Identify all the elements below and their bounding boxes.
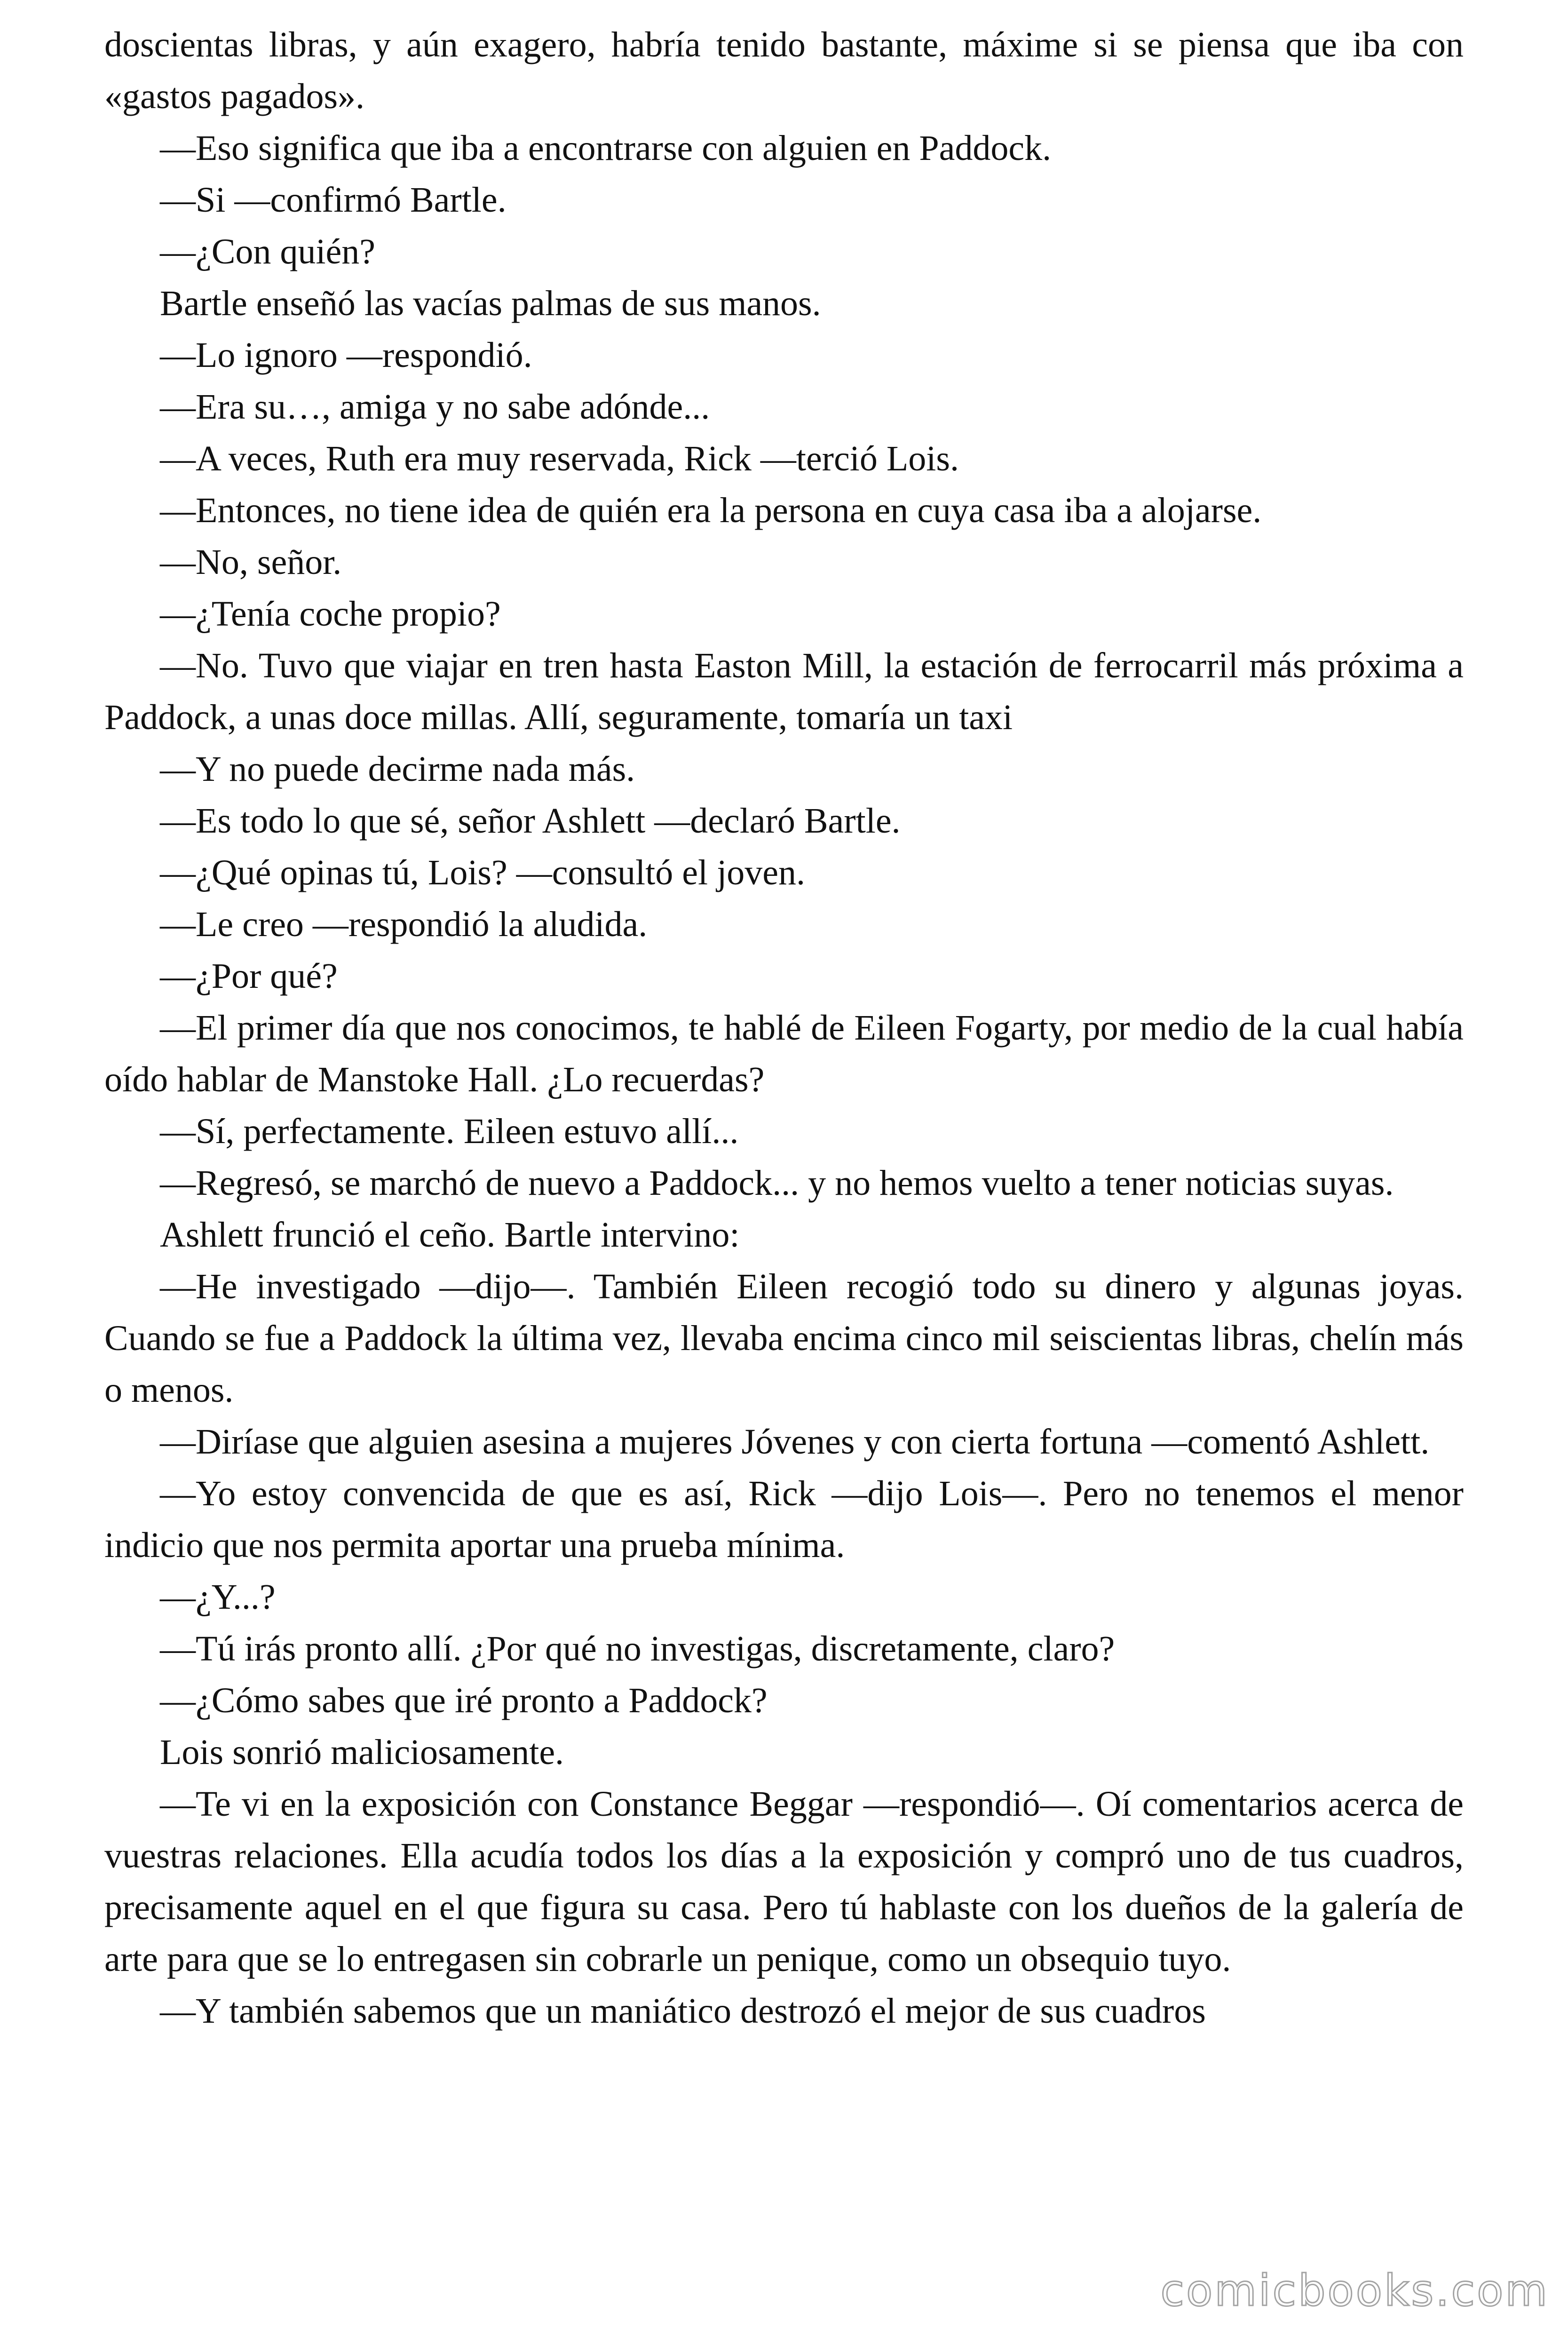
- paragraph: —Es todo lo que sé, señor Ashlett —declaró Bartle.: [160, 801, 901, 841]
- paragraph: —A veces, Ruth era muy reservada, Rick —terció Lois.: [160, 439, 959, 478]
- watermark: comicbooks.com: [1160, 2265, 1549, 2316]
- paragraph: —¿Cómo sabes que iré pronto a Paddock?: [160, 1681, 768, 1720]
- paragraph: —Eso significa que iba a encontrarse con alguien en Paddock.: [160, 128, 1052, 168]
- paragraph: —Te vi en la exposición con Constance Beggar —respondió—. Oí comentarios acerca de vuestras relaciones. Ella acudía todos los días a la exposición y compró uno de tus cuadros, precisamente aquel en el que figura su casa. Pero tú hablaste con los dueños de la galería de arte para que se lo entregasen sin cobrarle un penique, como un obsequio tuyo.: [104, 1784, 1464, 1979]
- paragraph: Lois sonrió maliciosamente.: [160, 1732, 564, 1772]
- paragraph: —¿Con quién?: [160, 232, 376, 271]
- book-page: [104, 19, 1464, 2324]
- paragraph: —Le creo —respondió la aludida.: [160, 905, 648, 944]
- paragraph: Bartle enseñó las vacías palmas de sus manos.: [160, 284, 821, 323]
- paragraph: —¿Tenía coche propio?: [160, 594, 501, 634]
- paragraph: —Sí, perfectamente. Eileen estuvo allí...: [160, 1112, 739, 1151]
- paragraph: —Lo ignoro —respondió.: [160, 335, 532, 375]
- paragraph: —Y también sabemos que un maniático destrozó el mejor de sus cuadros: [160, 1991, 1206, 2031]
- paragraph: —He investigado —dijo—. También Eileen recogió todo su dinero y algunas joyas. Cuando se fue a Paddock la última vez, llevaba encima cinco mil seiscientas libras, chelín más o menos.: [104, 1267, 1464, 1410]
- paragraph: —Y no puede decirme nada más.: [160, 749, 635, 789]
- paragraph: —Si —confirmó Bartle.: [160, 180, 507, 220]
- paragraph: —Diríase que alguien asesina a mujeres Jóvenes y con cierta fortuna —comentó Ashlett.: [160, 1422, 1430, 1462]
- paragraph: Ashlett frunció el ceño. Bartle intervino:: [160, 1215, 740, 1255]
- paragraph: —No, señor.: [160, 542, 342, 582]
- paragraph: —Era su…, amiga y no sabe adónde...: [160, 387, 710, 427]
- paragraph: —Entonces, no tiene idea de quién era la persona en cuya casa iba a alojarse.: [160, 491, 1262, 530]
- paragraph: —No. Tuvo que viajar en tren hasta Easton Mill, la estación de ferrocarril más próxima a Paddock, a unas doce millas. Allí, seguramente, tomaría un taxi: [104, 646, 1464, 737]
- paragraph: —¿Y...?: [160, 1577, 276, 1617]
- paragraph-continuation: doscientas libras, y aún exagero, habría tenido bastante, máxime si se piensa que iba con «gastos pagados».: [104, 25, 1464, 116]
- paragraph: —Yo estoy convencida de que es así, Rick —dijo Lois—. Pero no tenemos el menor indicio que nos permita aportar una prueba mínima.: [104, 1474, 1464, 1565]
- paragraph: —Regresó, se marchó de nuevo a Paddock... y no hemos vuelto a tener noticias suyas.: [160, 1163, 1394, 1203]
- paragraph: —Tú irás pronto allí. ¿Por qué no investigas, discretamente, claro?: [160, 1629, 1115, 1669]
- paragraph: —El primer día que nos conocimos, te hablé de Eileen Fogarty, por medio de la cual había oído hablar de Manstoke Hall. ¿Lo recuerdas?: [104, 1008, 1464, 1099]
- paragraph: —¿Por qué?: [160, 956, 338, 996]
- paragraph: —¿Qué opinas tú, Lois? —consultó el joven.: [160, 853, 805, 892]
